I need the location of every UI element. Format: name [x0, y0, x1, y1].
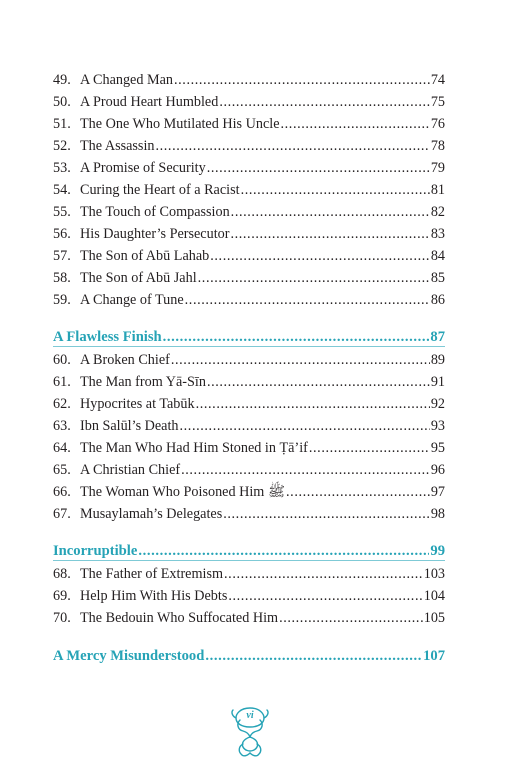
toc-entry[interactable] — [53, 394, 445, 414]
entry-number: 68. — [53, 566, 71, 582]
toc-section-heading[interactable] — [53, 327, 445, 347]
dot-leader — [181, 460, 430, 480]
entry-title: A Christian Chief — [80, 462, 181, 478]
dot-leader — [210, 246, 430, 266]
entry-number: 65. — [53, 462, 71, 478]
toc-entry[interactable] — [53, 460, 445, 480]
toc-entry[interactable] — [53, 482, 445, 502]
dot-leader — [155, 136, 429, 156]
toc-section-heading[interactable] — [53, 541, 445, 561]
entry-number: 55. — [53, 204, 71, 220]
section-page: 99 — [430, 543, 445, 559]
section-title: A Mercy Misunderstood — [53, 648, 205, 664]
entry-page: 98 — [430, 506, 445, 522]
entry-title: His Daughter’s Persecutor — [80, 226, 230, 242]
entry-title: A Changed Man — [80, 72, 173, 88]
entry-title: The Man Who Had Him Stoned in Ṭā’if — [80, 440, 308, 456]
toc-entry[interactable] — [53, 202, 445, 222]
toc-entry[interactable] — [53, 268, 445, 288]
dot-leader — [207, 158, 430, 178]
entry-page: 105 — [423, 610, 445, 626]
toc-entry[interactable] — [53, 416, 445, 436]
entry-page: 79 — [430, 160, 445, 176]
toc-entry[interactable] — [53, 372, 445, 392]
entry-title: Musaylamah’s Delegates — [80, 506, 223, 522]
entry-number: 64. — [53, 440, 71, 456]
dot-leader — [163, 327, 430, 347]
entry-number: 62. — [53, 396, 71, 412]
dot-leader — [196, 394, 430, 414]
toc-entry[interactable] — [53, 158, 445, 178]
entry-title: Curing the Heart of a Racist — [80, 182, 240, 198]
entry-title: A Change of Tune — [80, 292, 184, 308]
toc-section-heading[interactable] — [53, 646, 445, 666]
entry-title: Hypocrites at Tabūk — [80, 396, 195, 412]
section-title: A Flawless Finish — [53, 329, 162, 345]
toc-entry[interactable] — [53, 180, 445, 200]
dot-leader — [224, 564, 423, 584]
dot-leader — [241, 180, 430, 200]
entry-page: 92 — [430, 396, 445, 412]
entry-number: 70. — [53, 610, 71, 626]
dot-leader — [180, 416, 430, 436]
entry-page: 75 — [430, 94, 445, 110]
entry-page: 86 — [430, 292, 445, 308]
entry-page: 83 — [430, 226, 445, 242]
entry-number: 51. — [53, 116, 71, 132]
section-rule — [53, 560, 445, 561]
entry-number: 67. — [53, 506, 71, 522]
entry-title: A Proud Heart Humbled — [80, 94, 219, 110]
entry-number: 50. — [53, 94, 71, 110]
entry-title: A Broken Chief — [80, 352, 170, 368]
entry-number: 69. — [53, 588, 71, 604]
toc-entry[interactable] — [53, 586, 445, 606]
entry-page: 74 — [430, 72, 445, 88]
entry-page: 76 — [430, 116, 445, 132]
toc-entry[interactable] — [53, 438, 445, 458]
entry-title: The Assassin — [80, 138, 155, 154]
entry-number: 56. — [53, 226, 71, 242]
toc-entry[interactable] — [53, 246, 445, 266]
entry-page: 84 — [430, 248, 445, 264]
entry-number: 66. — [53, 484, 71, 500]
toc-entry[interactable] — [53, 70, 445, 90]
dot-leader — [228, 586, 422, 606]
entry-title: Help Him With His Debts — [80, 588, 228, 604]
section-rule — [53, 346, 445, 347]
entry-number: 49. — [53, 72, 71, 88]
dot-leader — [219, 92, 430, 112]
dot-leader — [174, 70, 430, 90]
entry-page: 93 — [430, 418, 445, 434]
entry-page: 104 — [423, 588, 445, 604]
entry-title: The Son of Abū Lahab — [80, 248, 210, 264]
entry-title: Ibn Salūl’s Death — [80, 418, 179, 434]
entry-number: 63. — [53, 418, 71, 434]
toc-entry[interactable] — [53, 504, 445, 524]
entry-title: The Father of Extremism — [80, 566, 224, 582]
entry-page: 95 — [430, 440, 445, 456]
section-page: 107 — [423, 648, 445, 664]
entry-number: 60. — [53, 352, 71, 368]
toc-entry[interactable] — [53, 92, 445, 112]
dot-leader — [171, 350, 430, 370]
toc-entry[interactable] — [53, 136, 445, 156]
entry-page: 89 — [430, 352, 445, 368]
entry-title: The One Who Mutilated His Uncle — [80, 116, 280, 132]
entry-page: 96 — [430, 462, 445, 478]
entry-page: 91 — [430, 374, 445, 390]
entry-title: The Son of Abū Jahl — [80, 270, 197, 286]
entry-page: 97 — [430, 484, 445, 500]
dot-leader — [281, 114, 430, 134]
entry-page: 85 — [430, 270, 445, 286]
entry-page: 103 — [423, 566, 445, 582]
section-title: Incorruptible — [53, 543, 138, 559]
entry-number: 58. — [53, 270, 71, 286]
toc-entry[interactable] — [53, 114, 445, 134]
folio-number: vi — [246, 710, 254, 721]
entry-number: 59. — [53, 292, 71, 308]
footer-ornament — [230, 706, 270, 759]
dot-leader — [286, 482, 430, 502]
entry-page: 82 — [430, 204, 445, 220]
entry-number: 57. — [53, 248, 71, 264]
entry-number: 54. — [53, 182, 71, 198]
dot-leader — [279, 608, 423, 628]
entry-number: 53. — [53, 160, 71, 176]
entry-title: The Woman Who Poisoned Him ﷺ — [80, 484, 286, 500]
dot-leader — [309, 438, 430, 458]
toc-entry[interactable] — [53, 564, 445, 584]
toc-entry[interactable] — [53, 350, 445, 370]
entry-page: 81 — [430, 182, 445, 198]
entry-page: 78 — [430, 138, 445, 154]
section-page: 87 — [430, 329, 445, 345]
dot-leader — [207, 372, 430, 392]
dot-leader — [223, 504, 430, 524]
dot-leader — [138, 541, 429, 561]
toc-entry[interactable] — [53, 608, 445, 628]
entry-number: 52. — [53, 138, 71, 154]
entry-title: A Promise of Security — [80, 160, 206, 176]
entry-title: The Touch of Compassion — [80, 204, 230, 220]
toc-entry[interactable] — [53, 290, 445, 310]
dot-leader — [231, 202, 430, 222]
dot-leader — [230, 224, 429, 244]
entry-title: The Bedouin Who Suffocated Him — [80, 610, 279, 626]
dot-leader — [198, 268, 430, 288]
toc-entry[interactable] — [53, 224, 445, 244]
dot-leader — [205, 646, 422, 666]
entry-number: 61. — [53, 374, 71, 390]
entry-title: The Man from Yā-Sīn — [80, 374, 206, 390]
dot-leader — [185, 290, 430, 310]
